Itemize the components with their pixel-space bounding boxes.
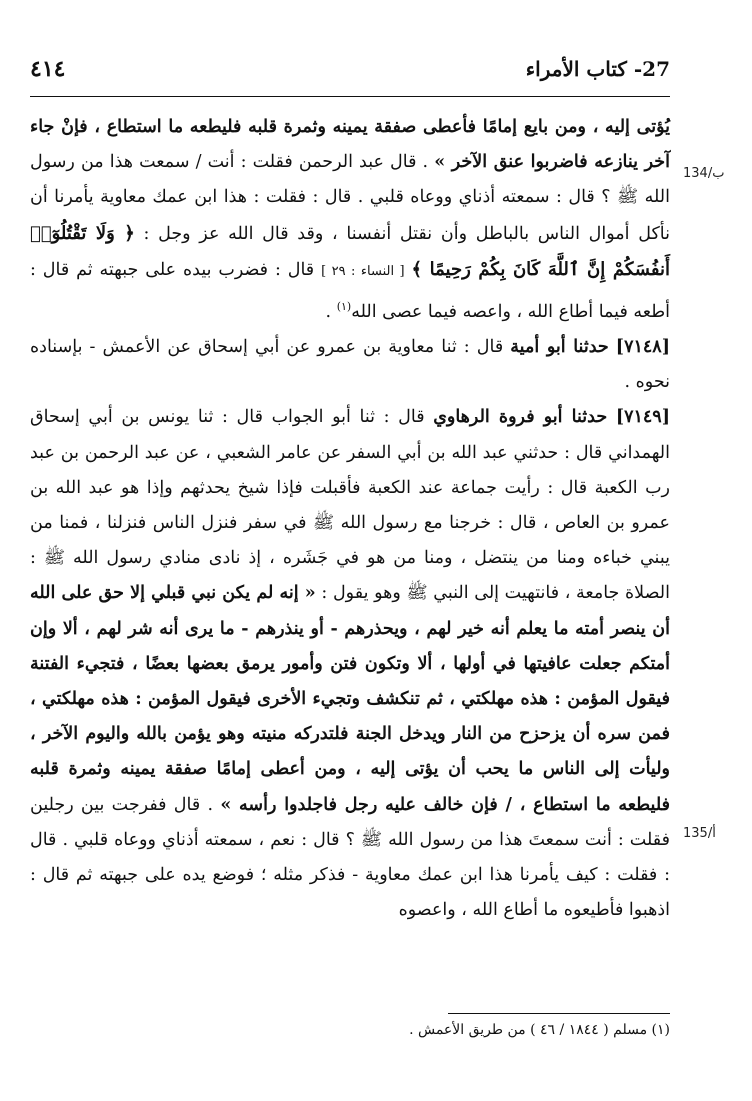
narration-text: . قال ففرجت بين رجلين فقلت : أنت سمعتَ هذا من رسول الله ﷺ ؟ قال : نعم ، سمعته أذناي ووعاه قلبي . قال : فقلت : كيف يأمرنا هذا ابن عمك معاوية - فذكر مثله ؛ فوضع يده على جبهته ثم قال : اذهبوا فأطيعوه ما أطاع الله ، واعصوه (30, 794, 670, 921)
hadith-7148 (30, 330, 670, 400)
footnote-rule (448, 1013, 670, 1014)
hadith-7149 (30, 400, 670, 928)
verse-reference: [ النساء : ٢٩ ] (321, 263, 405, 279)
margin-folio-134b: 134/ب (683, 166, 725, 181)
page-header (30, 52, 670, 86)
narration-text: قال : فضرب بيده على جبهته ثم قال : أطعه فيما أطاع الله ، واعصه فيما عصى الله (30, 259, 670, 322)
footnote-marker: (١) (336, 300, 352, 314)
narration-text: قال : ثنا معاوية بن عمرو عن أبي إسحاق عن الأعمش - بإسناده نحوه . (30, 337, 670, 393)
sentence-end: . (325, 301, 332, 322)
header-rule (30, 96, 670, 97)
hadith-text: يُؤتى إليه ، ومن بايع إمامًا فأعطى صفقة يمينه وثمرة قلبه فليطعه ما استطاع ، فإنْ جاء آخر ينازعه فاضربوا عنق الآخر » (30, 117, 670, 173)
hadith-number: [٧١٤٨] (615, 337, 670, 358)
narrator-chain-start: حدثنا أبو فروة الرهاوي (433, 407, 608, 428)
narration-text: قال : ثنا أبو الجواب قال : ثنا يونس بن أبي إسحاق الهمداني قال : حدثني عبد الله بن أبي السفر عن عامر الشعبي ، عن عبد الرحمن بن عبد رب الكعبة قال : رأيت جماعة عند الكعبة فأقبلت فإذا شيخ يحدثهم وإذا هو عبد الله بن عمرو بن العاص ، قال : خرجنا مع رسول الله ﷺ في سفر فنزل الناس فنزلنا ، فمنا من يبني خباءه ومنا من ينتضل ، ومنا من هو في جَشَره ، إذ نادى منادي رسول الله ﷺ : الصلاة جامعة ، فانتهيت إلى النبي ﷺ وهو يقول : (30, 407, 670, 604)
quran-verse: ﴿ وَلَا تَقْتُلُوٓا۟ أَنفُسَكُمْ إِنَّ ٱللَّهَ كَانَ بِكُمْ رَحِيمًا ﴾ (30, 222, 670, 280)
paragraph-continuation (30, 110, 670, 330)
narration-text: . قال عبد الرحمن فقلت : أنت / سمعت هذا من رسول الله ﷺ ؟ قال : سمعته أذناي ووعاه قلبي . قال : فقلت : هذا ابن عمك معاوية يأمرنا أن نأكل أموال الناس بالباطل وأن نقتل أنفسنا ، وقد قال الله عز وجل : (30, 152, 670, 244)
main-text (30, 110, 670, 929)
chapter-title: 27- كتاب الأمراء (525, 57, 670, 81)
narrator-chain-start: حدثنا أبو أمية (510, 337, 609, 358)
page-number: ٤١٤ (30, 56, 66, 82)
hadith-number: [٧١٤٩] (615, 407, 670, 428)
margin-folio-135a: 135/أ (683, 826, 716, 841)
footnote: (١) مسلم ( ١٨٤٤ / ٤٦ ) من طريق الأعمش . (409, 1022, 670, 1038)
hadith-text: « إنه لم يكن نبي قبلي إلا حق على الله أن ينصر أمته ما يعلم أنه خير لهم ، ويحذرهم - أو ينذرهم - ما يرى أنه شر لهم ، ألا وإن أمتكم جعلت عافيتها في أولها ، ألا وتكون فتن وأمور يرمق بعضها بعضًا ، فتجيء الفتنة فيقول المؤمن : هذه مهلكتي ، ثم تنكشف وتجيء الأخرى فيقول المؤمن : هذه مهلكتي ، فمن سره أن يزحزح من النار ويدخل الجنة فلتدركه منيته وهو يؤمن بالله واليوم الآخر ، وليأت إلى الناس ما يحب أن يؤتى إليه ، ومن أعطى إمامًا صفقة يمينه وثمرة قلبه فليطعه ما استطاع ، / فإن خالف عليه رجل فاجلدوا رأسه » (30, 583, 670, 815)
